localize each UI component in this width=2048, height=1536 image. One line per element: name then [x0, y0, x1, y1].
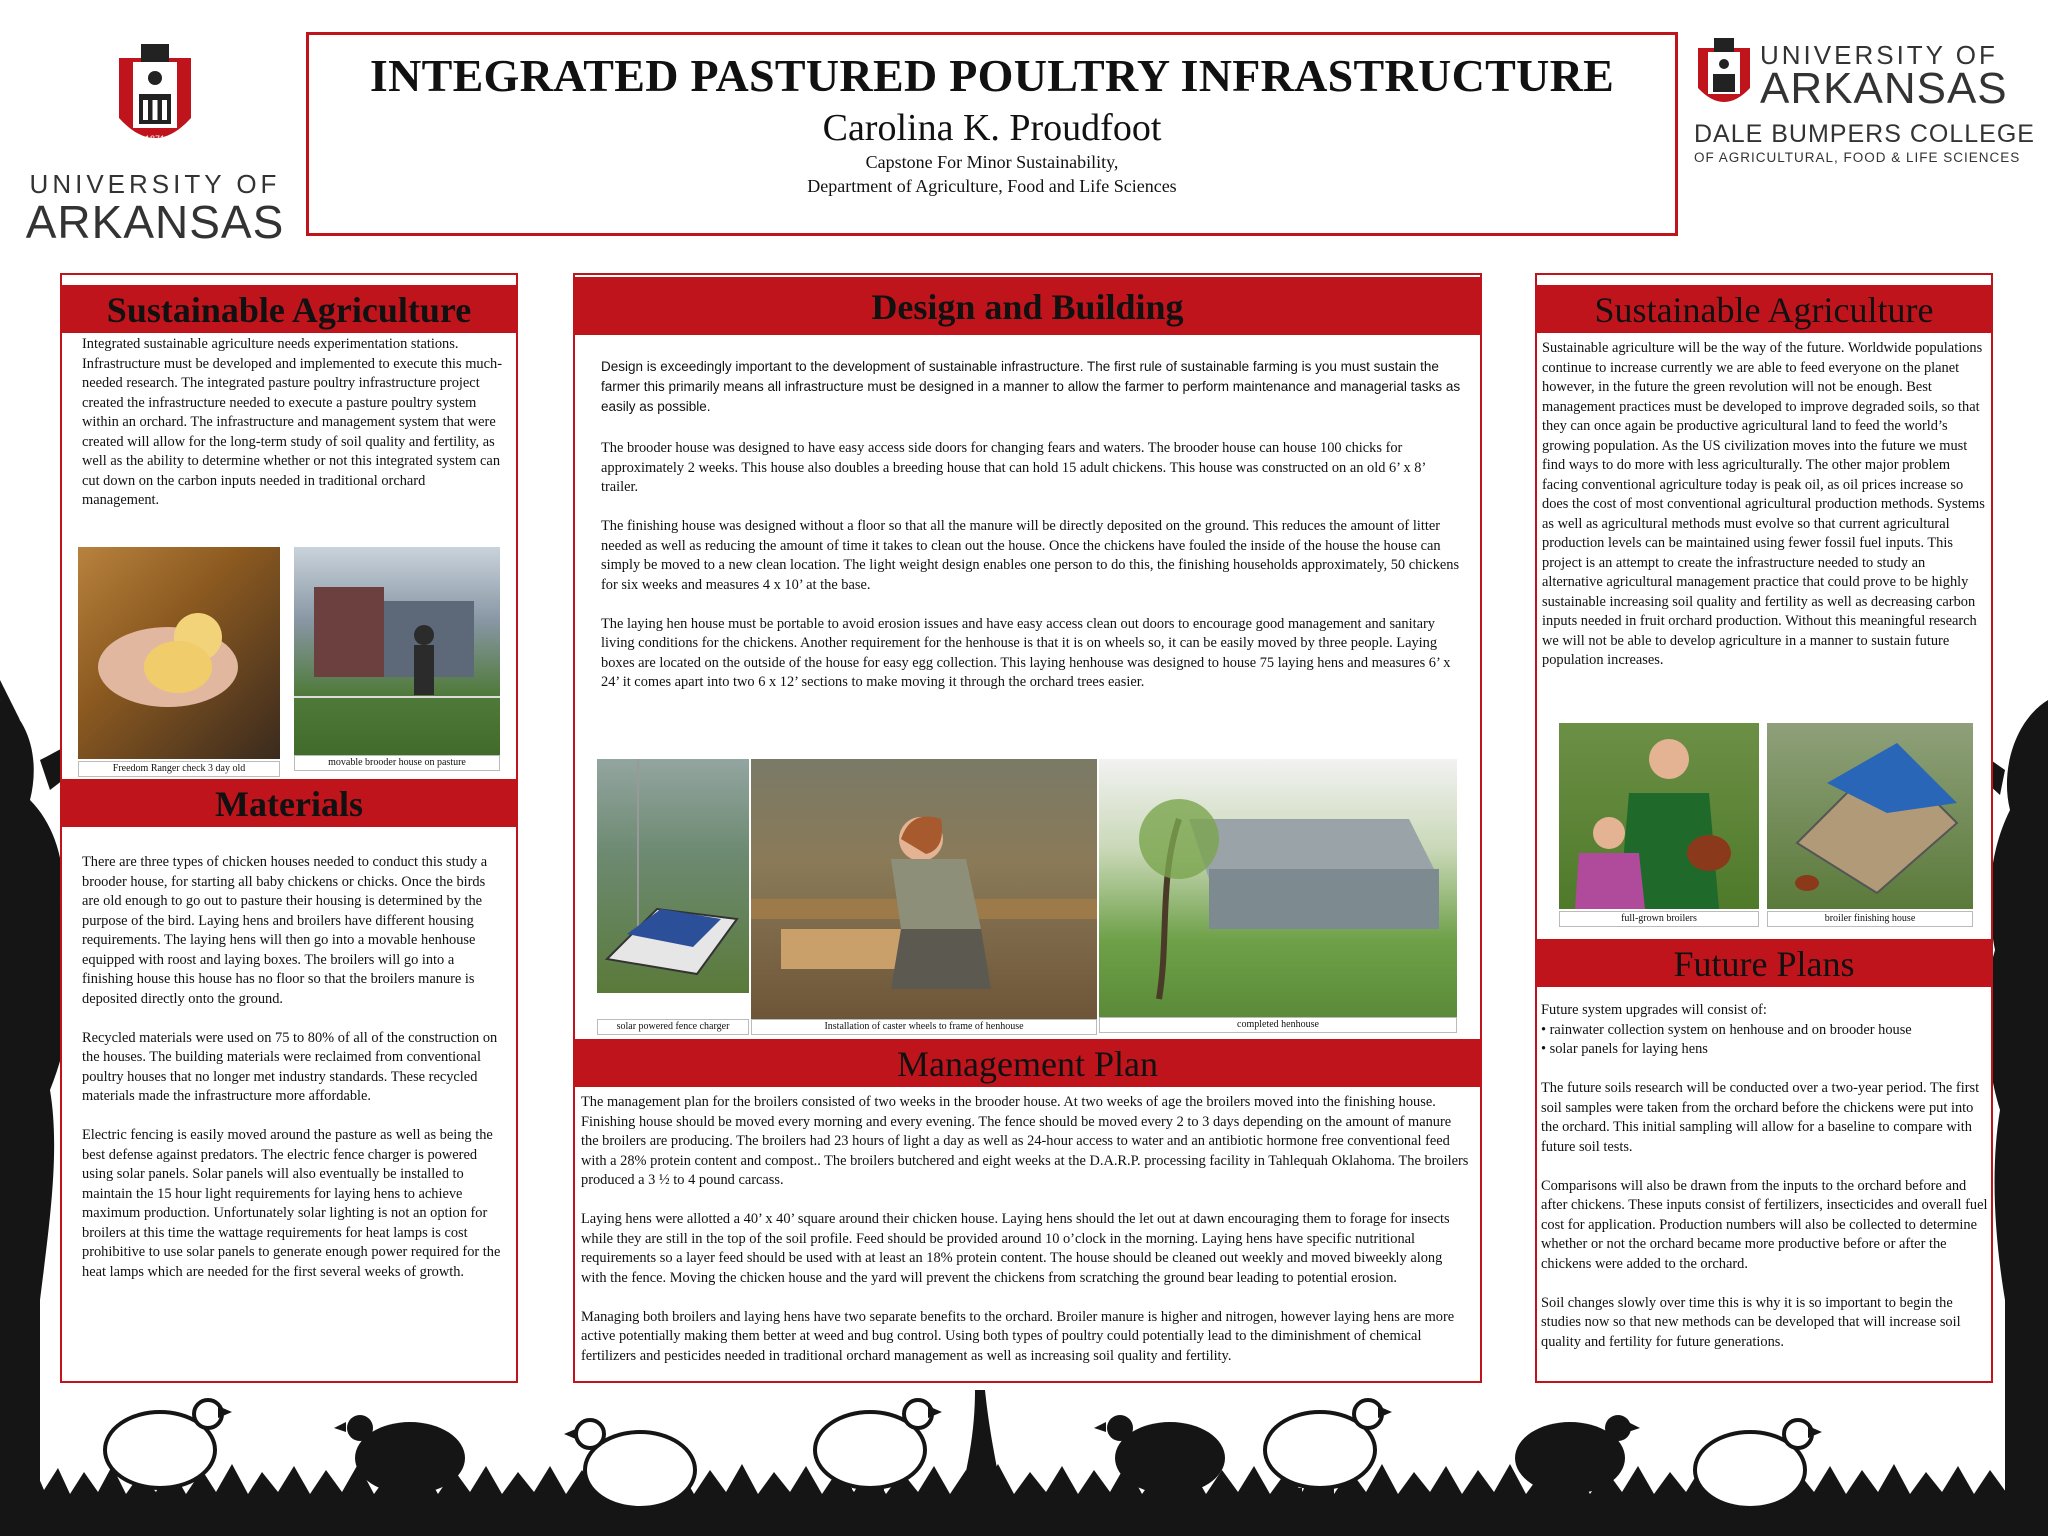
caption-caster-wheels: Installation of caster wheels to frame of henhouse [751, 1019, 1097, 1035]
management-paragraph: Managing both broilers and laying hens have two separate benefits to the orchard. Broiler manure is higher and nitrogen, however laying hens are more active potentially making them better at weed and bug control. Using both types of poultry could potentially lead to the diminishment of chemical fertilizers and pesticides needed in traditional orchard management as well as increasing soil quality and fertility. [581, 1308, 1455, 1364]
caption-freedom-ranger: Freedom Ranger check 3 day old [78, 761, 280, 777]
management-paragraph: Laying hens were allotted a 40’ x 40’ square around their chicken house. Laying hens should the let out at dawn encouraging them to forage for insects while they are still in the top of the soil profile. Feed should be provided around 10 o’clock in the morning. Laying hens have specific nutritional requirements so a layer feed should be used with at least an 18% protein content. The house should be cleaned out weekly and moved biweekly along with the fence. Moving the chicken house and the yard will prevent the chickens from scratching the ground bear leading to potential erosion. [581, 1211, 1450, 1286]
photo-chick-in-hand [78, 547, 280, 759]
affiliation-line-2: Department of Agriculture, Food and Life Sciences [807, 176, 1177, 196]
future-paragraph: Soil changes slowly over time this is why it is so important to begin the studies now so that new methods can be developed that will increase soil quality and fertility for future generations. [1541, 1294, 1961, 1350]
materials-text [82, 853, 502, 1302]
photo-caster-wheel-installation [751, 759, 1097, 1019]
heading-design-and-building: Design and Building [575, 277, 1480, 335]
photo-broiler-finishing-house [1767, 723, 1973, 909]
heading-materials: Materials [62, 779, 516, 827]
photo-movable-brooder-house [294, 547, 500, 759]
heading-sustainable-agriculture-right: Sustainable Agriculture [1537, 285, 1991, 333]
photo-completed-henhouse [1099, 759, 1457, 1019]
heading-sustainable-agriculture: Sustainable Agriculture [62, 285, 516, 333]
right-intro-text: Sustainable agriculture will be the way of the future. Worldwide populations continue to increase currently we are able to feed everyone on the planet however, in the future the green revolution will not be enough. Best management practices must be developed to improve degraded soils, so that they can once again be productive agricultural land to feed the world’s growing population. As the US civilization moves into the future we must find ways to do more with less agriculturally. The other major problem facing conventional agriculture today is peak oil, as oil prices increase so does the cost of most conventional agricultural production methods. Systems as well as agricultural methods must evolve so that current agricultural production levels can be maintained using fewer fossil fuel inputs. This project is an attempt to create the infrastructure needed to study an alternative agricultural management practice that could prove to be highly sustainable increasing soil quality and fertility as well as decreasing carbon inputs needed in fruit orchard production. Without this meaningful research we will not be able to develop agriculture in a manner to sustain future population increases. [1542, 340, 1985, 668]
old-main-seal-icon [115, 38, 195, 158]
design-paragraph: The laying hen house must be portable to avoid erosion issues and have easy access clean out doors to encourage good management and sanitary living conditions for the chickens. Another requirement for the henhouse is that it is on wheels so, it can be easily moved by three people. Laying boxes are located on the outside of the house for easy egg collection. This laying henhouse was designed to house 75 laying hens and measures 6’ x 24’ it comes apart into two 6 x 12’ sections to make moving it through the orchard trees easier. [601, 615, 1451, 690]
design-paragraph: The brooder house was designed to have easy access side doors for changing fears and waters. The brooder house can house 100 chicks for approximately 2 weeks. This house also doubles a breeding house that can hold 15 adult chickens. This house was constructed on an old 6’ x 8’ trailer. [601, 440, 1426, 495]
future-intro: Future system upgrades will consist of: [1541, 1002, 1767, 1018]
heading-management-plan: Management Plan [575, 1039, 1480, 1087]
design-intro-text: Design is exceedingly important to the development of sustainable infrastructure. The first rule of sustainable farming is you must sustain the farmer this primarily means all infrastructure must be designed in a manner to allow the farmer to perform maintenance and managerial tasks as easily as possible. [601, 359, 1461, 414]
center-column-panel [573, 273, 1482, 1383]
caption-full-grown-broilers: full-grown broilers [1559, 911, 1759, 927]
future-paragraph: Comparisons will also be drawn from the inputs to the orchard before and after chickens. These inputs consist of fertilizers, insecticides and overall fuel cost for application. Production numbers will also be collected to determine whether or not the orchard became more productive before or after the chickens were added to the orchard. [1541, 1177, 1988, 1272]
logo-college-sub: OF AGRICULTURAL, FOOD & LIFE SCIENCES [1694, 150, 2021, 165]
author-name: Carolina K. Proudfoot [822, 107, 1162, 149]
management-paragraph: The management plan for the broilers consisted of two weeks in the brooder house. At two weeks of age the broilers moved into the finishing house. Finishing house should be moved every morning and every evening. The fence should be moved every 2 to 3 days depending on the amount of manure the broilers are producing. The broilers had 23 hours of light a day as well as 24-hour access to water and an antibiotic hormone free conventional feed with a 28% protein content and compost.. The broilers butchered and eight weeks at the D.A.R.P. processing facility in Tahlequah Oklahoma. The broilers produced a 3 ½ to 4 pound carcass. [581, 1094, 1469, 1188]
right-column-panel [1535, 273, 1993, 1383]
logo-college-name: DALE BUMPERS COLLEGE [1694, 120, 2035, 148]
logo-university-of: UNIVERSITY OF [1760, 40, 1998, 70]
old-main-seal-icon [1696, 36, 1752, 112]
caption-completed-henhouse: completed henhouse [1099, 1017, 1457, 1033]
caption-brooder-house: movable brooder house on pasture [294, 755, 500, 771]
left-column-panel [60, 273, 518, 1383]
list-item: • solar panels for laying hens [1541, 1041, 1708, 1057]
photo-solar-fence-charger [597, 759, 749, 993]
future-paragraph: The future soils research will be conducted over a two-year period. The first soil samples were taken from the orchard before the chickens were put into the orchard. This initial sampling will allow for a baseline to compare with future soil tests. [1541, 1080, 1980, 1155]
logo-arkansas: ARKANSAS [25, 196, 285, 248]
left-intro-text: Integrated sustainable agriculture needs experimentation stations. Infrastructure must be developed and implemented to execute this much-needed research. The integrated pasture poultry infrastructure project created the infrastructure needed to execute a pasture poultry system within an orchard. The infrastructure and management system that were created will allow for the long-term study of soil quality and fertility, as well as the ability to determine whether or not this integrated system can cut down on the carbon inputs needed in traditional orchard management. [82, 336, 502, 508]
materials-paragraph: There are three types of chicken houses needed to conduct this study a brooder house, for starting all baby chickens or chicks. Once the birds are old enough to go out to pasture their housing is determined by the purpose of the bird. Laying hens and broilers have different housing requirements. The laying hens will then go into a movable henhouse equipped with roost and laying boxes. The broilers will go into a finishing house this house has no floor so that the broilers manure is deposited directly onto the ground. [82, 854, 488, 1007]
poster-title: INTEGRATED PASTURED POULTRY INFRASTRUCTURE [369, 50, 1615, 101]
design-paragraph: The finishing house was designed without a floor so that all the manure will be directly deposited on the ground. This reduces the amount of litter needed as well as reducing the amount of time it takes to clean out the house. Once the chickens have fouled the inside of the house the house can simply be moved to a new clean location. The light weight design enables one person to do this, the finishing households approximately, 50 chickens for six weeks and measures 4 x 10’ at the base. [601, 518, 1460, 593]
affiliation-line-1: Capstone For Minor Sustainability, [865, 152, 1119, 172]
caption-broiler-finishing-house: broiler finishing house [1767, 911, 1973, 927]
university-logo-left [20, 38, 290, 248]
logo-university-of: UNIVERSITY OF [29, 169, 281, 199]
management-text [581, 1093, 1471, 1386]
future-plans-text [1541, 1001, 1989, 1372]
photo-full-grown-broilers [1559, 723, 1759, 909]
svg-text:1871: 1871 [144, 134, 166, 144]
college-logo-right [1690, 34, 2040, 169]
caption-solar-fence: solar powered fence charger [597, 1019, 749, 1035]
design-text [601, 439, 1461, 712]
materials-paragraph: Electric fencing is easily moved around the pasture as well as being the best defense against predators. The electric fence charger is powered using solar panels. Solar panels will also eventually be installed to maintain the 15 hour light requirements for laying hens to achieve maximum production. Unfortunately solar lighting is not an option for broilers at this time the wattage requirements for heat lamps is cost prohibitive to use solar panels to generate enough power required for the heat lamps which are needed for the first several weeks of growth. [82, 1127, 501, 1280]
materials-paragraph: Recycled materials were used on 75 to 80% of all of the construction on the houses. The building materials were reclaimed from conventional poultry houses that no longer met industry standards. These recycled materials made the infrastructure more affordable. [82, 1029, 498, 1104]
title-block [306, 32, 1678, 236]
future-upgrade-list [1541, 1021, 1989, 1060]
list-item: • rainwater collection system on henhouse and on brooder house [1541, 1021, 1912, 1038]
logo-arkansas: ARKANSAS [1760, 64, 2008, 113]
heading-future-plans: Future Plans [1537, 939, 1991, 987]
